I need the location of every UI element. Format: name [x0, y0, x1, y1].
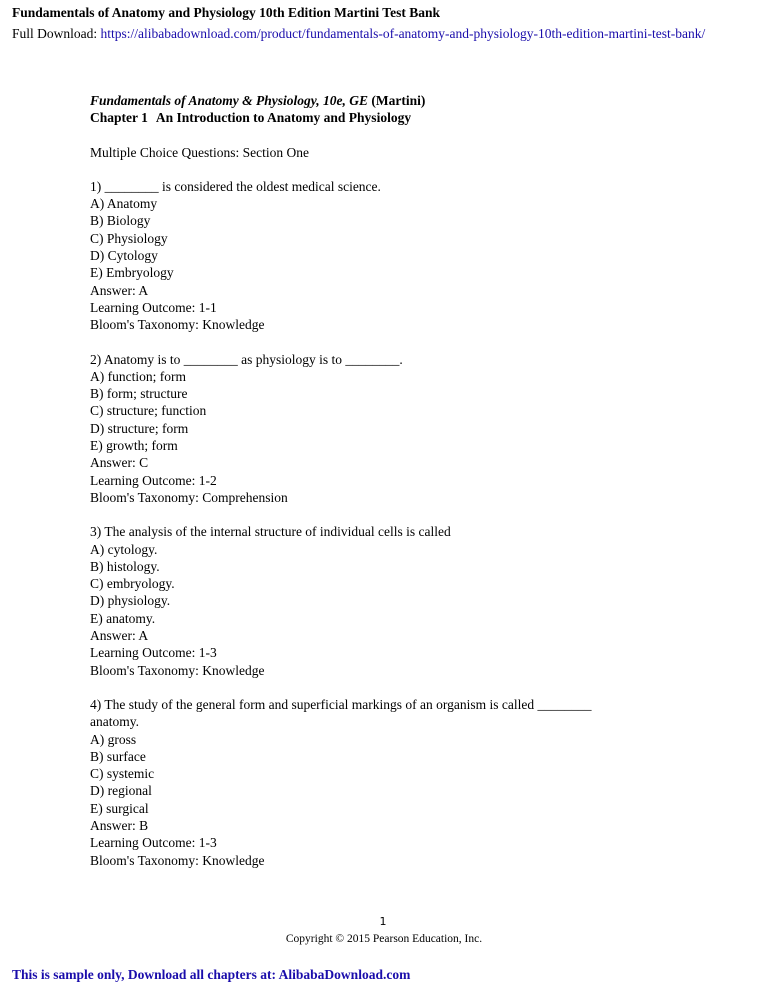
option-a: A) function; form: [90, 368, 186, 384]
answer: Answer: A: [90, 628, 149, 644]
option-b: B) Biology: [90, 213, 151, 229]
answer: Answer: C: [90, 455, 149, 471]
chapter-heading: [90, 109, 730, 126]
book-title-line: [90, 92, 730, 109]
learning-outcome: Learning Outcome: 1-2: [90, 472, 217, 488]
blooms-taxonomy: Bloom's Taxonomy: Knowledge: [90, 317, 265, 333]
option-b: B) histology.: [90, 558, 160, 574]
sample-footer-link[interactable]: This is sample only, Download all chapters at: AlibabaDownload.com: [12, 967, 411, 982]
option-c: C) Physiology: [90, 230, 168, 246]
option-a: A) gross: [90, 731, 137, 747]
option-d: D) Cytology: [90, 248, 158, 264]
full-download-label: Full Download:: [12, 26, 98, 41]
option-e: E) surgical: [90, 800, 149, 816]
option-a: A) Anatomy: [90, 196, 158, 212]
question-3: [90, 523, 730, 679]
blooms-taxonomy: Bloom's Taxonomy: Comprehension: [90, 489, 288, 505]
section-title: Multiple Choice Questions: Section One: [90, 144, 309, 160]
option-e: E) Embryology: [90, 265, 174, 281]
blooms-taxonomy: Bloom's Taxonomy: Knowledge: [90, 852, 265, 868]
question-text: 4) The study of the general form and superficial markings of an organism is called ________: [90, 696, 592, 712]
question-text-continued: anatomy.: [90, 714, 139, 730]
option-b: B) surface: [90, 748, 146, 764]
answer: Answer: B: [90, 817, 149, 833]
option-d: D) regional: [90, 783, 152, 799]
full-download-link[interactable]: https://alibabadownload.com/product/fundamentals-of-anatomy-and-physiology-10th-edition-martini-test-bank/: [100, 26, 706, 41]
question-1: [90, 178, 730, 334]
option-e: E) growth; form: [90, 438, 178, 454]
learning-outcome: Learning Outcome: 1-1: [90, 299, 217, 315]
option-c: C) embryology.: [90, 576, 175, 592]
chapter-title: An Introduction to Anatomy and Physiology: [155, 110, 412, 126]
page-number: 1: [379, 915, 387, 928]
option-c: C) systemic: [90, 766, 155, 782]
answer: Answer: A: [90, 282, 149, 298]
copyright-notice: Copyright © 2015 Pearson Education, Inc.: [285, 933, 483, 945]
question-4: [90, 696, 730, 869]
full-download-line: [12, 25, 705, 43]
learning-outcome: Learning Outcome: 1-3: [90, 835, 217, 851]
question-2: [90, 351, 730, 507]
chapter-label: Chapter 1: [90, 110, 148, 126]
option-c: C) structure; function: [90, 403, 207, 419]
blooms-taxonomy: Bloom's Taxonomy: Knowledge: [90, 662, 265, 678]
option-a: A) cytology.: [90, 541, 158, 557]
book-author: (Martini): [371, 93, 426, 108]
learning-outcome: Learning Outcome: 1-3: [90, 645, 217, 661]
option-d: D) physiology.: [90, 593, 171, 609]
question-text: 1) ________ is considered the oldest medical science.: [90, 178, 381, 194]
question-text: 2) Anatomy is to ________ as physiology is to ________.: [90, 351, 403, 367]
option-e: E) anatomy.: [90, 610, 156, 626]
test-bank-content: [90, 92, 730, 869]
question-text: 3) The analysis of the internal structure of individual cells is called: [90, 524, 451, 540]
book-title: Fundamentals of Anatomy & Physiology, 10e, GE: [90, 93, 369, 108]
document-header-title: Fundamentals of Anatomy and Physiology 10th Edition Martini Test Bank: [12, 5, 440, 20]
option-d: D) structure; form: [90, 420, 189, 436]
option-b: B) form; structure: [90, 386, 188, 402]
